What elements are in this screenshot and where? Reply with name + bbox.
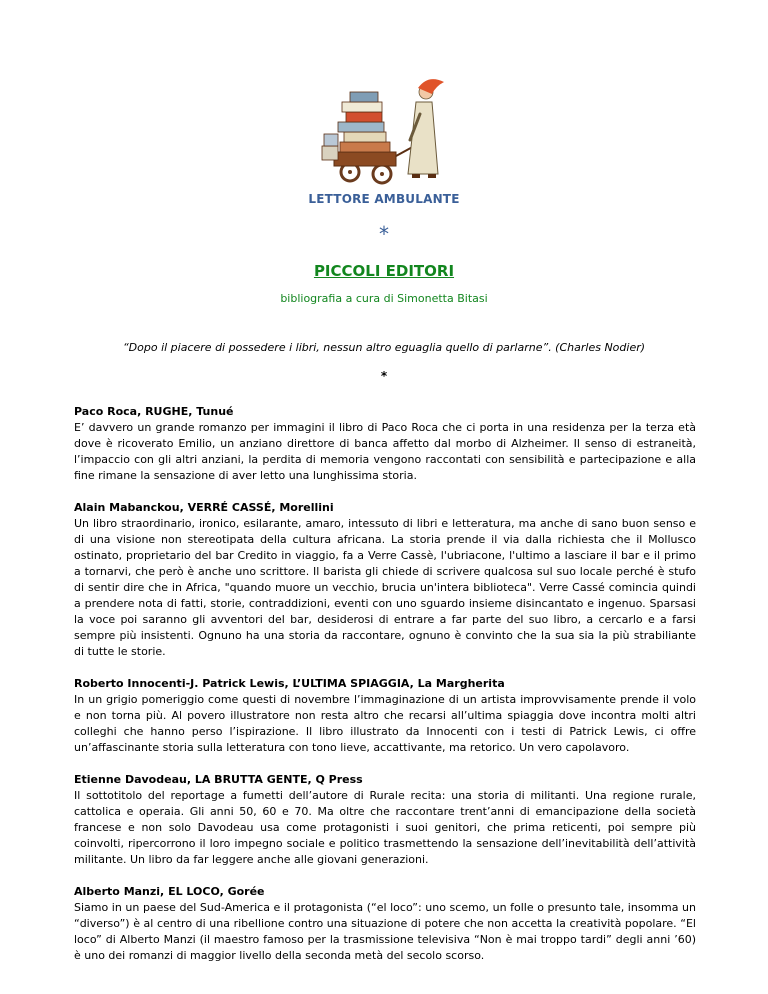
separator-star-2: * — [380, 369, 388, 383]
book-entry — [74, 772, 696, 868]
book-entry-heading: Paco Roca, RUGHE, Tunué — [74, 405, 234, 418]
page-title: PICCOLI EDITORI — [313, 262, 455, 280]
book-entry — [74, 676, 696, 756]
book-entry — [74, 500, 696, 660]
book-entry-text: Un libro straordinario, ironico, esilarante, amaro, intessuto di libri e letteratura, ma anche di sano buon senso e di una visione non stereotipata della cultura africana. La storia prende il via dalla richiesta che il Mollusco ostinato, proprietario del bar Credito in viaggio, fa a Verre Cassè, l'ubriacone, l'ultimo a lasciare il bar e il primo a tornarvi, che però è anche uno scrittore. Il barista gli chiede di scrivere qualcosa sul suo locale perché è stufo di sentir dire che in Africa, "quando muore un vecchio, brucia un'intera biblioteca". Verre Cassé comincia quindi a prendere nota di fatti, storie, contraddizioni, eventi con uno sguardo insieme disincantato e ingenuo. Sparsasi la voce poi saranno gli avventori del bar, desiderosi di entrare a far parte del suo libro, a cercarlo e a farsi sempre più insistenti. Ognuno ha una storia da raccontare, ognuno è convinto che la sua sia la più strabiliante di tutte le storie. — [74, 517, 696, 658]
book-entry-heading: Etienne Davodeau, LA BRUTTA GENTE, Q Press — [74, 773, 363, 786]
book-entry-heading: Roberto Innocenti-J. Patrick Lewis, L’ULTIMA SPIAGGIA, La Margherita — [74, 677, 505, 690]
book-entry-text: Il sottotitolo del reportage a fumetti dell’autore di Rurale recita: una storia di militanti. Una regione rurale, cattolica e operaia. Gli anni 50, 60 e 70. Ma oltre che raccontare trent’anni di emancipazione della società francese e non solo Davodeau usa come protagonisti i suoi genitori, che prima reticenti, poi sempre più coinvolti, ripercorrono il loro impegno sociale e politico trasmettendo la sensazione dell’inevitabilità dell’attività militante. Un libro da far leggere anche alle giovani generazioni. — [74, 789, 696, 866]
book-entry-text: Siamo in un paese del Sud-America e il protagonista (“el loco”: uno scemo, un folle o presunto tale, insomma un “diverso”) è al centro di una ribellione contro una situazione di potere che non accetta la creatività popolare. “El loco” di Alberto Manzi (il maestro famoso per la trasmissione televisiva “Non è mai troppo tardi” degli anni ’60) è uno dei romanzi di maggior livello della seconda metà del secolo scorso. — [74, 901, 696, 962]
book-list — [74, 404, 696, 980]
book-entry-text: In un grigio pomeriggio come questi di novembre l’immaginazione di un artista improvvisamente prende il volo e non torna più. Al povero illustratore non resta altro che recarsi all’ultima spiaggia dove incontra molti altri colleghi che hanno perso l’ispirazione. Il libro illustrato da Innocenti con i testi di Patrick Lewis, ci offre un’affascinante storia sulla letteratura con tono lieve, accattivante, ma retorico. Un vero capolavoro. — [74, 693, 696, 754]
brand-title: LETTORE AMBULANTE — [308, 192, 460, 206]
book-entry-text: E’ davvero un grande romanzo per immagini il libro di Paco Roca che ci porta in una residenza per la terza età dove è ricoverato Emilio, un anziano direttore di banca affetto dal morbo di Alzheimer. Il senso di estraneità, l’impaccio con gli altri anziani, la perdita di memoria vengono raccontati con sensibilità e partecipazione e alla fine rimane la sensazione di aver letto una lunghissima storia. — [74, 421, 696, 482]
book-cart-woman-illustration — [320, 74, 450, 186]
book-entry — [74, 884, 696, 964]
separator-star: * — [379, 222, 389, 246]
book-entry-heading: Alberto Manzi, EL LOCO, Gorée — [74, 885, 265, 898]
page-subtitle: bibliografia a cura di Simonetta Bitasi — [280, 292, 488, 305]
book-entry — [74, 404, 696, 484]
book-entry-heading: Alain Mabanckou, VERRÉ CASSÉ, Morellini — [74, 501, 334, 514]
epigraph-quote: “Dopo il piacere di possedere i libri, nessun altro eguaglia quello di parlarne”. (Charles Nodier) — [122, 341, 646, 354]
